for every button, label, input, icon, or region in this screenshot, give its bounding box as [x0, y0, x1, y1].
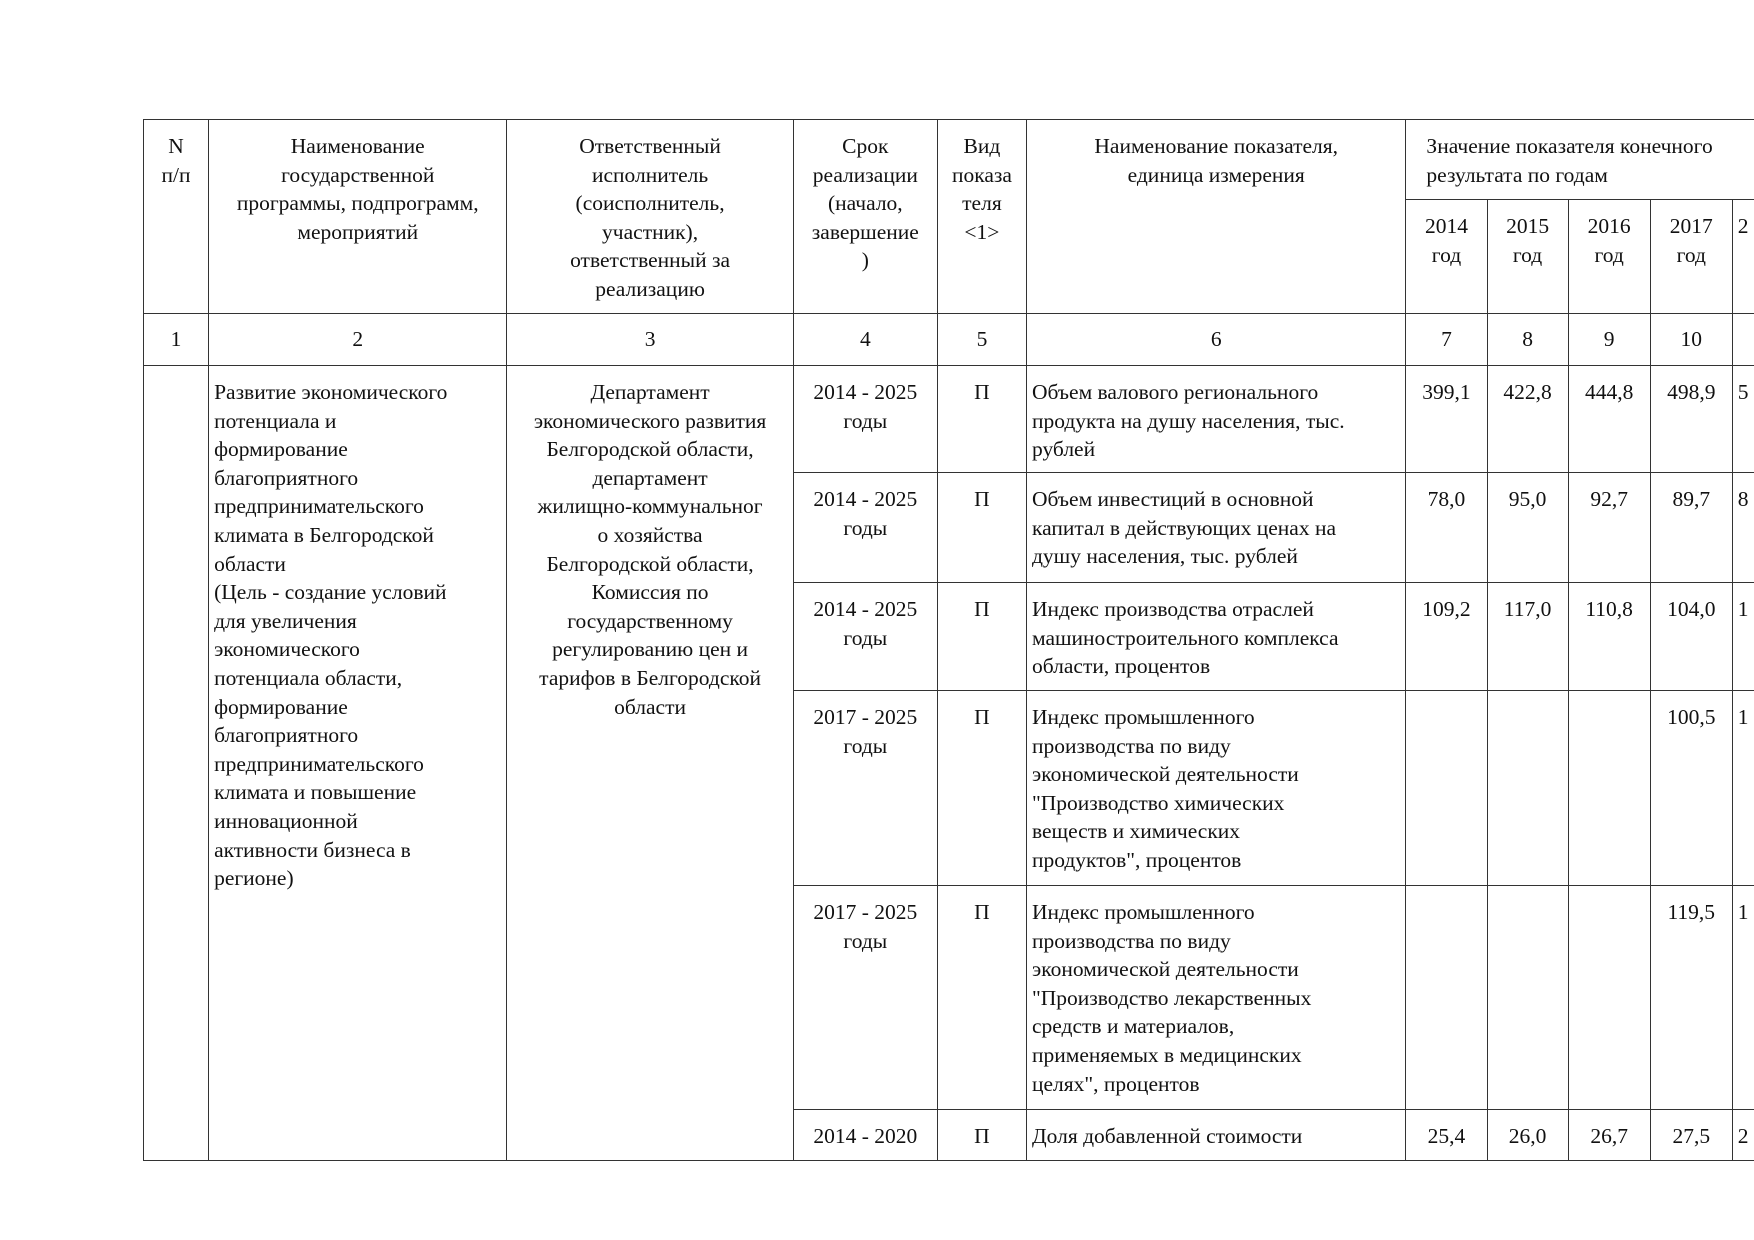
column-number: 10: [1650, 314, 1732, 366]
header-program-name: Наименование государственной программы, подпрограмм, мероприятий: [209, 120, 507, 314]
column-number: 9: [1568, 314, 1650, 366]
indicator-name-cell: Индекс производства отраслей машиностроительного комплекса области, процентов: [1026, 583, 1405, 691]
value-cell: [1568, 691, 1650, 886]
header-period: Срок реализации (начало, завершение ): [793, 120, 937, 314]
program-name: Развитие экономического потенциала и формирование благоприятного предпринимательского климата в Белгородской области (Цель - создание условий для увеличения экономического потенциала области, формирование благоприятного предпринимательского климата и повышение инновационной активности бизнеса в регионе): [209, 366, 507, 1161]
period-cell: 2017 - 2025 годы: [793, 886, 937, 1110]
value-cell: 95,0: [1487, 473, 1568, 583]
indicator-name-cell: Доля добавленной стоимости: [1026, 1110, 1405, 1161]
value-cell: [1568, 886, 1650, 1110]
value-cell: 444,8: [1568, 366, 1650, 473]
column-number: 7: [1406, 314, 1487, 366]
value-cell: 1: [1732, 691, 1754, 886]
column-number: 1: [144, 314, 209, 366]
value-cell: 92,7: [1568, 473, 1650, 583]
value-cell: 399,1: [1406, 366, 1487, 473]
column-number: 4: [793, 314, 937, 366]
value-cell: 27,5: [1650, 1110, 1732, 1161]
indicator-type-cell: П: [937, 1110, 1026, 1161]
value-cell: 104,0: [1650, 583, 1732, 691]
period-cell: 2014 - 2020: [793, 1110, 937, 1161]
value-cell: 100,5: [1650, 691, 1732, 886]
value-cell: 78,0: [1406, 473, 1487, 583]
period-cell: 2014 - 2025 годы: [793, 473, 937, 583]
value-cell: 5: [1732, 366, 1754, 473]
header-values-group: Значение показателя конечного результата по годам: [1406, 120, 1754, 200]
value-cell: [1487, 886, 1568, 1110]
indicator-type-cell: П: [937, 473, 1026, 583]
indicator-name-cell: Индекс промышленного производства по виду экономической деятельности "Производство химических веществ и химических продуктов", процентов: [1026, 691, 1405, 886]
value-cell: 2: [1732, 1110, 1754, 1161]
column-number: 3: [507, 314, 793, 366]
indicator-type-cell: П: [937, 691, 1026, 886]
header-year: 2014 год: [1406, 200, 1487, 314]
value-cell: 422,8: [1487, 366, 1568, 473]
value-cell: [1406, 886, 1487, 1110]
indicators-table: [143, 119, 1754, 1161]
header-responsible: Ответственный исполнитель (соисполнитель, участник), ответственный за реализацию: [507, 120, 793, 314]
column-number: 8: [1487, 314, 1568, 366]
value-cell: 109,2: [1406, 583, 1487, 691]
value-cell: 25,4: [1406, 1110, 1487, 1161]
header-year: 2: [1732, 200, 1754, 314]
value-cell: 119,5: [1650, 886, 1732, 1110]
value-cell: [1406, 691, 1487, 886]
header-year: 2017 год: [1650, 200, 1732, 314]
value-cell: 1: [1732, 886, 1754, 1110]
header-year: 2016 год: [1568, 200, 1650, 314]
responsible-executor: Департамент экономического развития Белгородской области, департамент жилищно-коммунальног о хозяйства Белгородской области, Комиссия по государственному регулированию цен и тарифов в Белгородской области: [507, 366, 793, 1161]
table-row: [144, 366, 1754, 473]
column-number: 5: [937, 314, 1026, 366]
indicator-name-cell: Индекс промышленного производства по виду экономической деятельности "Производство лекарственных средств и материалов, применяемых в медицинских целях", процентов: [1026, 886, 1405, 1110]
header-number: N п/п: [144, 120, 209, 314]
column-number: 6: [1026, 314, 1405, 366]
header-indicator-type: Вид показа теля <1>: [937, 120, 1026, 314]
value-cell: 89,7: [1650, 473, 1732, 583]
period-cell: 2017 - 2025 годы: [793, 691, 937, 886]
indicator-type-cell: П: [937, 583, 1026, 691]
indicator-type-cell: П: [937, 886, 1026, 1110]
value-cell: 117,0: [1487, 583, 1568, 691]
header-indicator-name: Наименование показателя, единица измерения: [1026, 120, 1405, 314]
value-cell: 8: [1732, 473, 1754, 583]
indicator-type-cell: П: [937, 366, 1026, 473]
period-cell: 2014 - 2025 годы: [793, 583, 937, 691]
value-cell: 110,8: [1568, 583, 1650, 691]
indicator-name-cell: Объем инвестиций в основной капитал в действующих ценах на душу населения, тыс. рублей: [1026, 473, 1405, 583]
value-cell: [1487, 691, 1568, 886]
column-number: 2: [209, 314, 507, 366]
column-numbers-row: [144, 314, 1754, 366]
value-cell: 1: [1732, 583, 1754, 691]
indicator-name-cell: Объем валового регионального продукта на душу населения, тыс. рублей: [1026, 366, 1405, 473]
column-number: [1732, 314, 1754, 366]
value-cell: 498,9: [1650, 366, 1732, 473]
program-number: [144, 366, 209, 1161]
value-cell: 26,7: [1568, 1110, 1650, 1161]
header-year: 2015 год: [1487, 200, 1568, 314]
value-cell: 26,0: [1487, 1110, 1568, 1161]
period-cell: 2014 - 2025 годы: [793, 366, 937, 473]
